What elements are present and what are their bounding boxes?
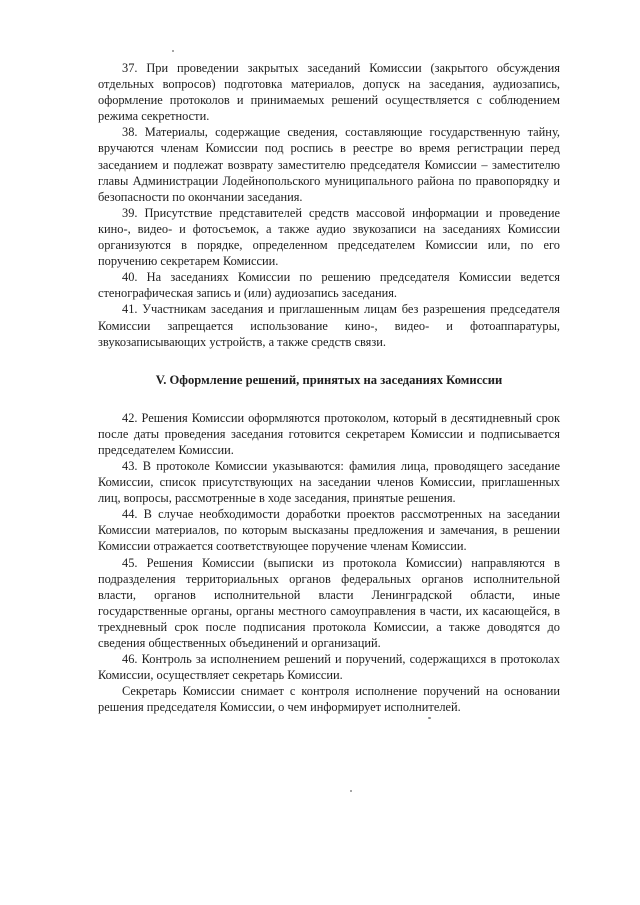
paragraph-42: 42. Решения Комиссии оформляются протоколом, который в десятидневный срок после даты проведения заседания готовится секретарем Комиссии и подписывается председателем Комиссии. <box>98 410 560 457</box>
scan-speck <box>350 790 352 792</box>
paragraph-43: 43. В протоколе Комиссии указываются: фамилия лица, проводящего заседание Комиссии, список присутствующих на заседании членов Комиссии, приглашенных лиц, вопросы, рассмотренные в ходе заседания, принятые решения. <box>98 458 560 506</box>
paragraph-39: 39. Присутствие представителей средств массовой информации и проведение кино-, видео- и фотосъемок, а также аудио звукозаписи на заседаниях Комиссии организуются в порядке, определенном председателем Комиссии или, по его поручению секретарем Комиссии. <box>98 205 560 269</box>
section-heading: V. Оформление решений, принятых на заседаниях Комиссии <box>155 372 503 387</box>
paragraph-46: 46. Контроль за исполнением решений и поручений, содержащихся в протоколах Комиссии, осуществляет секретарь Комиссии. <box>98 652 560 683</box>
paragraph-44: 44. В случае необходимости доработки проектов рассмотренных на заседании Комиссии материалов, по которым высказаны предложения и замечания, в решении Комиссии отражается соответствующее поручение членам Комиссии. <box>98 507 560 554</box>
paragraph-37: 37. При проведении закрытых заседаний Комиссии (закрытого обсуждения отдельных вопросов) подготовка материалов, допуск на заседания, аудиозапись, оформление протоколов и принимаемых решений осуществляется с соблюдением режима секретности. <box>98 61 560 124</box>
scan-speck <box>428 717 431 719</box>
paragraph-40: 40. На заседаниях Комиссии по решению председателя Комиссии ведется стенографическая запись и (или) аудиозапись заседания. <box>98 270 560 301</box>
document-body <box>98 60 560 715</box>
paragraph-41: 41. Участникам заседания и приглашенным лицам без разрешения председателя Комиссии запрещается использование кино-, видео- и фотоаппаратуры, звукозаписывающих устройств, а также средств связи. <box>98 302 560 349</box>
scan-speck <box>172 50 174 52</box>
paragraph-38: 38. Материалы, содержащие сведения, составляющие государственную тайну, вручаются членам Комиссии под роспись в реестре во время регистрации перед заседанием и подлежат возврату заместителю председателя Комиссии – заместителю главы Администрации Лодейнопольского муниципального района по правопорядку и безопасности по окончании заседания. <box>98 125 560 204</box>
paragraph-secretary: Секретарь Комиссии снимает с контроля исполнение поручений на основании решения председателя Комиссии, о чем информирует исполнителей. <box>98 684 560 715</box>
paragraph-45: 45. Решения Комиссии (выписки из протокола Комиссии) направляются в подразделения территориальных органов федеральных органов исполнительной власти, органов исполнительной власти Ленинградской области, иные государственные органы, органы местного самоуправления в части, их касающейся, в трехдневный срок после подписания протокола Комиссии, а также доводятся до сведения общественных объединений и организаций. <box>98 555 560 650</box>
